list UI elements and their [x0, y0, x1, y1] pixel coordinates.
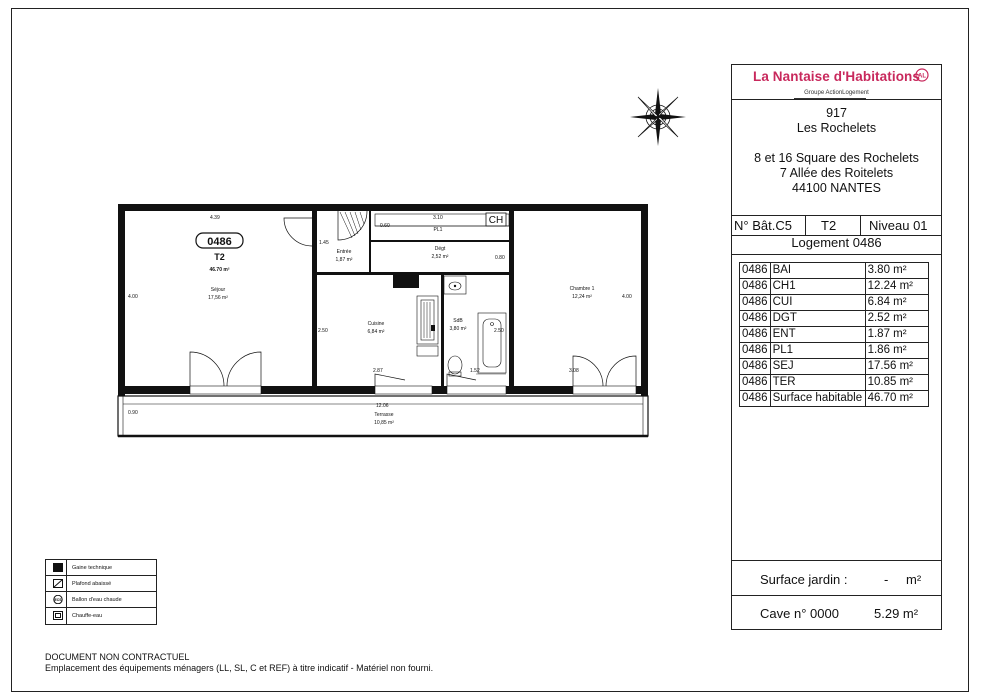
chauffe-eau-icon: [53, 611, 63, 620]
surface-code: CUI: [770, 295, 865, 311]
surface-lot: 0486: [740, 263, 771, 279]
cave-value: 5.29 m²: [874, 606, 919, 621]
dim-4-39: 4.39: [210, 215, 220, 221]
dim-4-00-left: 4.00: [128, 294, 138, 300]
surface-lot: 0486: [740, 343, 771, 359]
disclaimer-title: DOCUMENT NON CONTRACTUEL: [45, 652, 190, 662]
surface-code: DGT: [770, 311, 865, 327]
program-name: Les Rochelets: [796, 121, 877, 135]
legend: [45, 559, 157, 625]
room-degt-area: 2,52 m²: [431, 254, 449, 260]
dim-3-08: 3.08: [569, 368, 579, 374]
surface-area: 3.80 m²: [865, 263, 928, 279]
surface-code: BAI: [770, 263, 865, 279]
surface-code: Surface habitable: [770, 391, 865, 407]
surface-area: 46.70 m²: [865, 391, 928, 407]
room-terrasse-area: 10,85 m²: [374, 420, 394, 426]
surface-code: ENT: [770, 327, 865, 343]
surface-row: [740, 375, 929, 391]
legend-row-chauffe-eau: Chauffe-eau: [46, 608, 156, 624]
lot-info-row: [732, 215, 941, 236]
surface-area: 10.85 m²: [865, 375, 928, 391]
surface-area: 6.84 m²: [865, 295, 928, 311]
cave-label: Cave n° 0000: [760, 606, 839, 621]
surface-row: [740, 279, 929, 295]
surface-area: 17.56 m²: [865, 359, 928, 375]
room-cuisine-area: 6,84 m²: [367, 329, 385, 335]
room-degt-name: Dégt: [434, 246, 446, 252]
door-sejour: [284, 218, 312, 246]
batiment: N° Bât.C5: [734, 218, 792, 233]
surface-area: 12.24 m²: [865, 279, 928, 295]
ecs-icon: [53, 595, 63, 604]
niveau: Niveau 01: [869, 218, 928, 233]
room-sdb-area: 3,80 m²: [449, 326, 467, 332]
surface-lot: 0486: [740, 359, 771, 375]
unit-badge-number: 0486: [207, 236, 232, 248]
surface-row: [740, 391, 929, 407]
logement-number: Logement 0486: [791, 235, 882, 250]
garden-value: -: [884, 572, 889, 587]
dim-3-10: 3.10: [433, 215, 443, 221]
surface-table: [739, 262, 929, 407]
surface-lot: 0486: [740, 279, 771, 295]
surface-code: SEJ: [770, 359, 865, 375]
surface-lot: 0486: [740, 295, 771, 311]
room-cuisine-name: Cuisine: [367, 321, 385, 327]
disclaimer: [45, 652, 433, 674]
address-line-1: 8 et 16 Square des Rochelets: [754, 151, 919, 165]
surface-row: [740, 343, 929, 359]
surface-lot: 0486: [740, 311, 771, 327]
address-line-3: 44100 NANTES: [792, 181, 881, 195]
address-line-2: 7 Allée des Roitelets: [779, 166, 894, 180]
dim-0-90: 0.90: [128, 410, 138, 416]
dim-12-06: 12.06: [376, 403, 389, 409]
dim-1-45: 1.45: [319, 240, 329, 246]
surface-area: 1.86 m²: [865, 343, 928, 359]
surface-lot: 0486: [740, 391, 771, 407]
dim-0-60: 0.60: [380, 223, 390, 229]
dim-4-00-right: 4.00: [622, 294, 632, 300]
disclaimer-text: Emplacement des équipements ménagers (LL, SL, C et REF) à titre indicatif - Matériel non fourni.: [45, 663, 434, 673]
brand-logo-icon: [915, 68, 929, 82]
gaine-icon: [53, 563, 63, 572]
unit-area: 46.70 m²: [209, 267, 230, 273]
room-sejour-area: 17,56 m²: [208, 295, 228, 301]
room-terrasse-name: Terrasse: [374, 412, 394, 418]
surface-area: 2.52 m²: [865, 311, 928, 327]
room-chambre-area: 12,24 m²: [572, 294, 592, 300]
surface-code: CH1: [770, 279, 865, 295]
unit-type: T2: [214, 252, 225, 262]
dim-0-80: 0.80: [495, 255, 505, 261]
brand-name: La Nantaise d'Habitations: [753, 69, 920, 84]
surface-row: [740, 295, 929, 311]
info-panel: [731, 64, 942, 630]
svg-text:ECS: ECS: [54, 598, 62, 602]
surface-lot: 0486: [740, 327, 771, 343]
surface-code: TER: [770, 375, 865, 391]
room-sejour-name: Séjour: [210, 287, 226, 293]
door-sejour-window: [190, 352, 224, 386]
brand-subtitle: Groupe ActionLogement: [804, 90, 869, 96]
surface-area: 1.87 m²: [865, 327, 928, 343]
dim-2-50-right: 2.50: [494, 328, 504, 334]
room-pl1-name: PL1: [433, 227, 443, 233]
legend-row-ecs: ECS Ballon d'eau chaude: [46, 592, 156, 608]
surface-row: [740, 359, 929, 375]
garden-label: Surface jardin :: [760, 572, 848, 587]
garden-unit: m²: [906, 572, 922, 587]
legend-row-gaine: Gaine technique: [46, 560, 156, 576]
plafond-icon: [53, 579, 63, 588]
surface-row: [740, 327, 929, 343]
room-entree-name: Entrée: [336, 249, 352, 255]
program-number: 917: [826, 106, 847, 120]
surface-row: [740, 263, 929, 279]
surface-lot: 0486: [740, 375, 771, 391]
room-chambre-name: Chambre 1: [569, 286, 595, 292]
room-sdb-name: SdB: [453, 318, 463, 324]
dim-2-87: 2.87: [373, 368, 383, 374]
room-entree-area: 1,87 m²: [335, 257, 353, 263]
lot-type: T2: [821, 218, 837, 233]
ch-label: CH: [488, 215, 504, 226]
legend-row-plafond: Plafond abaissé: [46, 576, 156, 592]
dim-1-52: 1.52: [470, 368, 480, 374]
dim-2-50-left: 2.50: [318, 328, 328, 334]
surface-row: [740, 311, 929, 327]
surface-code: PL1: [770, 343, 865, 359]
svg-text:AL: AL: [918, 73, 926, 80]
